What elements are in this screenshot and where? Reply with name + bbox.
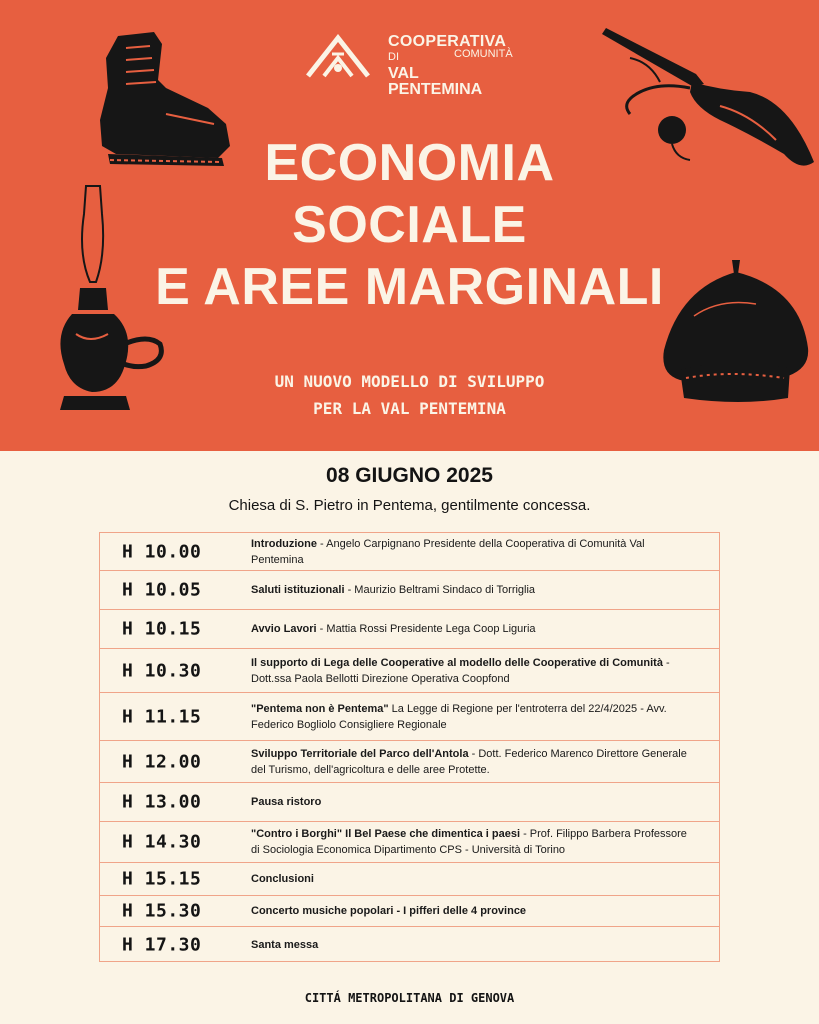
schedule-topic: Introduzione <box>251 537 317 550</box>
event-subtitle <box>0 368 819 422</box>
logo-line-val-pentemina: VAL PENTEMINA <box>388 65 483 98</box>
schedule-topic: Pausa ristoro <box>251 796 322 808</box>
schedule-time: H 12.00 <box>122 751 202 772</box>
schedule-description <box>251 826 691 858</box>
schedule-description <box>251 655 691 687</box>
schedule-time: H 10.05 <box>122 579 202 601</box>
schedule-row <box>100 863 719 896</box>
schedule-topic: Avvio Lavori <box>251 623 317 635</box>
schedule-row <box>100 896 719 927</box>
schedule-time: H 17.30 <box>122 934 202 956</box>
schedule-description <box>251 794 691 810</box>
schedule-time: H 15.30 <box>122 900 202 922</box>
schedule-topic: Santa messa <box>251 939 319 951</box>
schedule-topic: Il supporto di Lega delle Cooperative al modello delle Cooperative di Comunità <box>251 656 663 669</box>
logo-line-comunita: COMUNITÀ <box>454 48 513 60</box>
cooperative-logo <box>306 33 516 98</box>
logo-line-di: DI <box>388 51 399 63</box>
schedule-description <box>251 937 691 953</box>
schedule-description <box>251 746 691 778</box>
schedule-table <box>99 532 720 962</box>
footer-organizer: CITTÁ METROPOLITANA DI GENOVA <box>304 991 515 1005</box>
schedule-speaker: - Prof. Filippo Barbera Professore di Sociologia Economica Dipartimento CPS - Università di Torino <box>251 828 687 856</box>
schedule-time: H 10.15 <box>122 618 202 640</box>
schedule-description <box>251 701 691 733</box>
schedule-row <box>100 741 719 783</box>
title-line-1: ECONOMIA <box>264 134 555 192</box>
subtitle-line-2: PER LA VAL PENTEMINA <box>313 399 506 418</box>
subtitle-line-1: UN NUOVO MODELLO DI SVILUPPO <box>274 372 545 391</box>
schedule-speaker: - Dott.ssa Paola Bellotti Direzione Operativa Coopfond <box>251 656 670 685</box>
schedule-speaker: - Dott. Federico Marenco Direttore Generale del Turismo, dell'agricoltura e delle aree Protette. <box>251 747 687 776</box>
schedule-topic: Saluti istituzionali <box>251 584 345 596</box>
schedule-time: H 10.30 <box>122 660 202 681</box>
schedule-time: H 11.15 <box>122 706 202 727</box>
schedule-time: H 13.00 <box>122 791 202 813</box>
header-banner <box>0 0 819 451</box>
schedule-description <box>251 871 691 887</box>
schedule-speaker: - Mattia Rossi Presidente Lega Coop Liguria <box>316 623 536 635</box>
cooperative-logo-mark-icon <box>306 34 370 80</box>
schedule-row <box>100 927 719 963</box>
schedule-time: H 14.30 <box>122 831 202 853</box>
schedule-row <box>100 822 719 863</box>
schedule-topic: "Pentema non è Pentema" <box>251 702 389 715</box>
event-title <box>0 132 819 318</box>
schedule-time: H 15.15 <box>122 868 202 890</box>
title-line-3: E AREE MARGINALI <box>155 258 664 316</box>
schedule-row <box>100 649 719 693</box>
schedule-topic: Conclusioni <box>251 873 314 885</box>
schedule-description <box>251 903 691 919</box>
event-date: 08 GIUGNO 2025 <box>326 464 493 487</box>
schedule-description <box>251 582 691 598</box>
logo-line-cooperativa: COOPERATIVA <box>388 33 507 50</box>
schedule-row <box>100 783 719 822</box>
schedule-time: H 10.00 <box>122 541 202 562</box>
schedule-topic: "Contro i Borghi" Il Bel Paese che dimentica i paesi <box>251 828 521 840</box>
title-line-2: SOCIALE <box>292 196 527 254</box>
schedule-row <box>100 533 719 571</box>
schedule-speaker: - Angelo Carpignano Presidente della Cooperativa di Comunità Val Pentemina <box>251 537 645 566</box>
schedule-description <box>251 621 691 637</box>
schedule-topic: Concerto musiche popolari - I pifferi delle 4 province <box>251 905 527 917</box>
schedule-row <box>100 693 719 741</box>
event-place: Chiesa di S. Pietro in Pentema, gentilmente concessa. <box>228 497 591 514</box>
schedule-speaker: La Legge di Regione per l'entroterra del 22/4/2025 - Avv. Federico Bogliolo Consigliere Regionale <box>251 702 667 731</box>
schedule-speaker: - Maurizio Beltrami Sindaco di Torriglia <box>344 584 536 596</box>
schedule-description <box>251 536 691 568</box>
schedule-topic: Sviluppo Territoriale del Parco dell'Antola <box>251 747 469 760</box>
schedule-row <box>100 610 719 649</box>
schedule-row <box>100 571 719 610</box>
